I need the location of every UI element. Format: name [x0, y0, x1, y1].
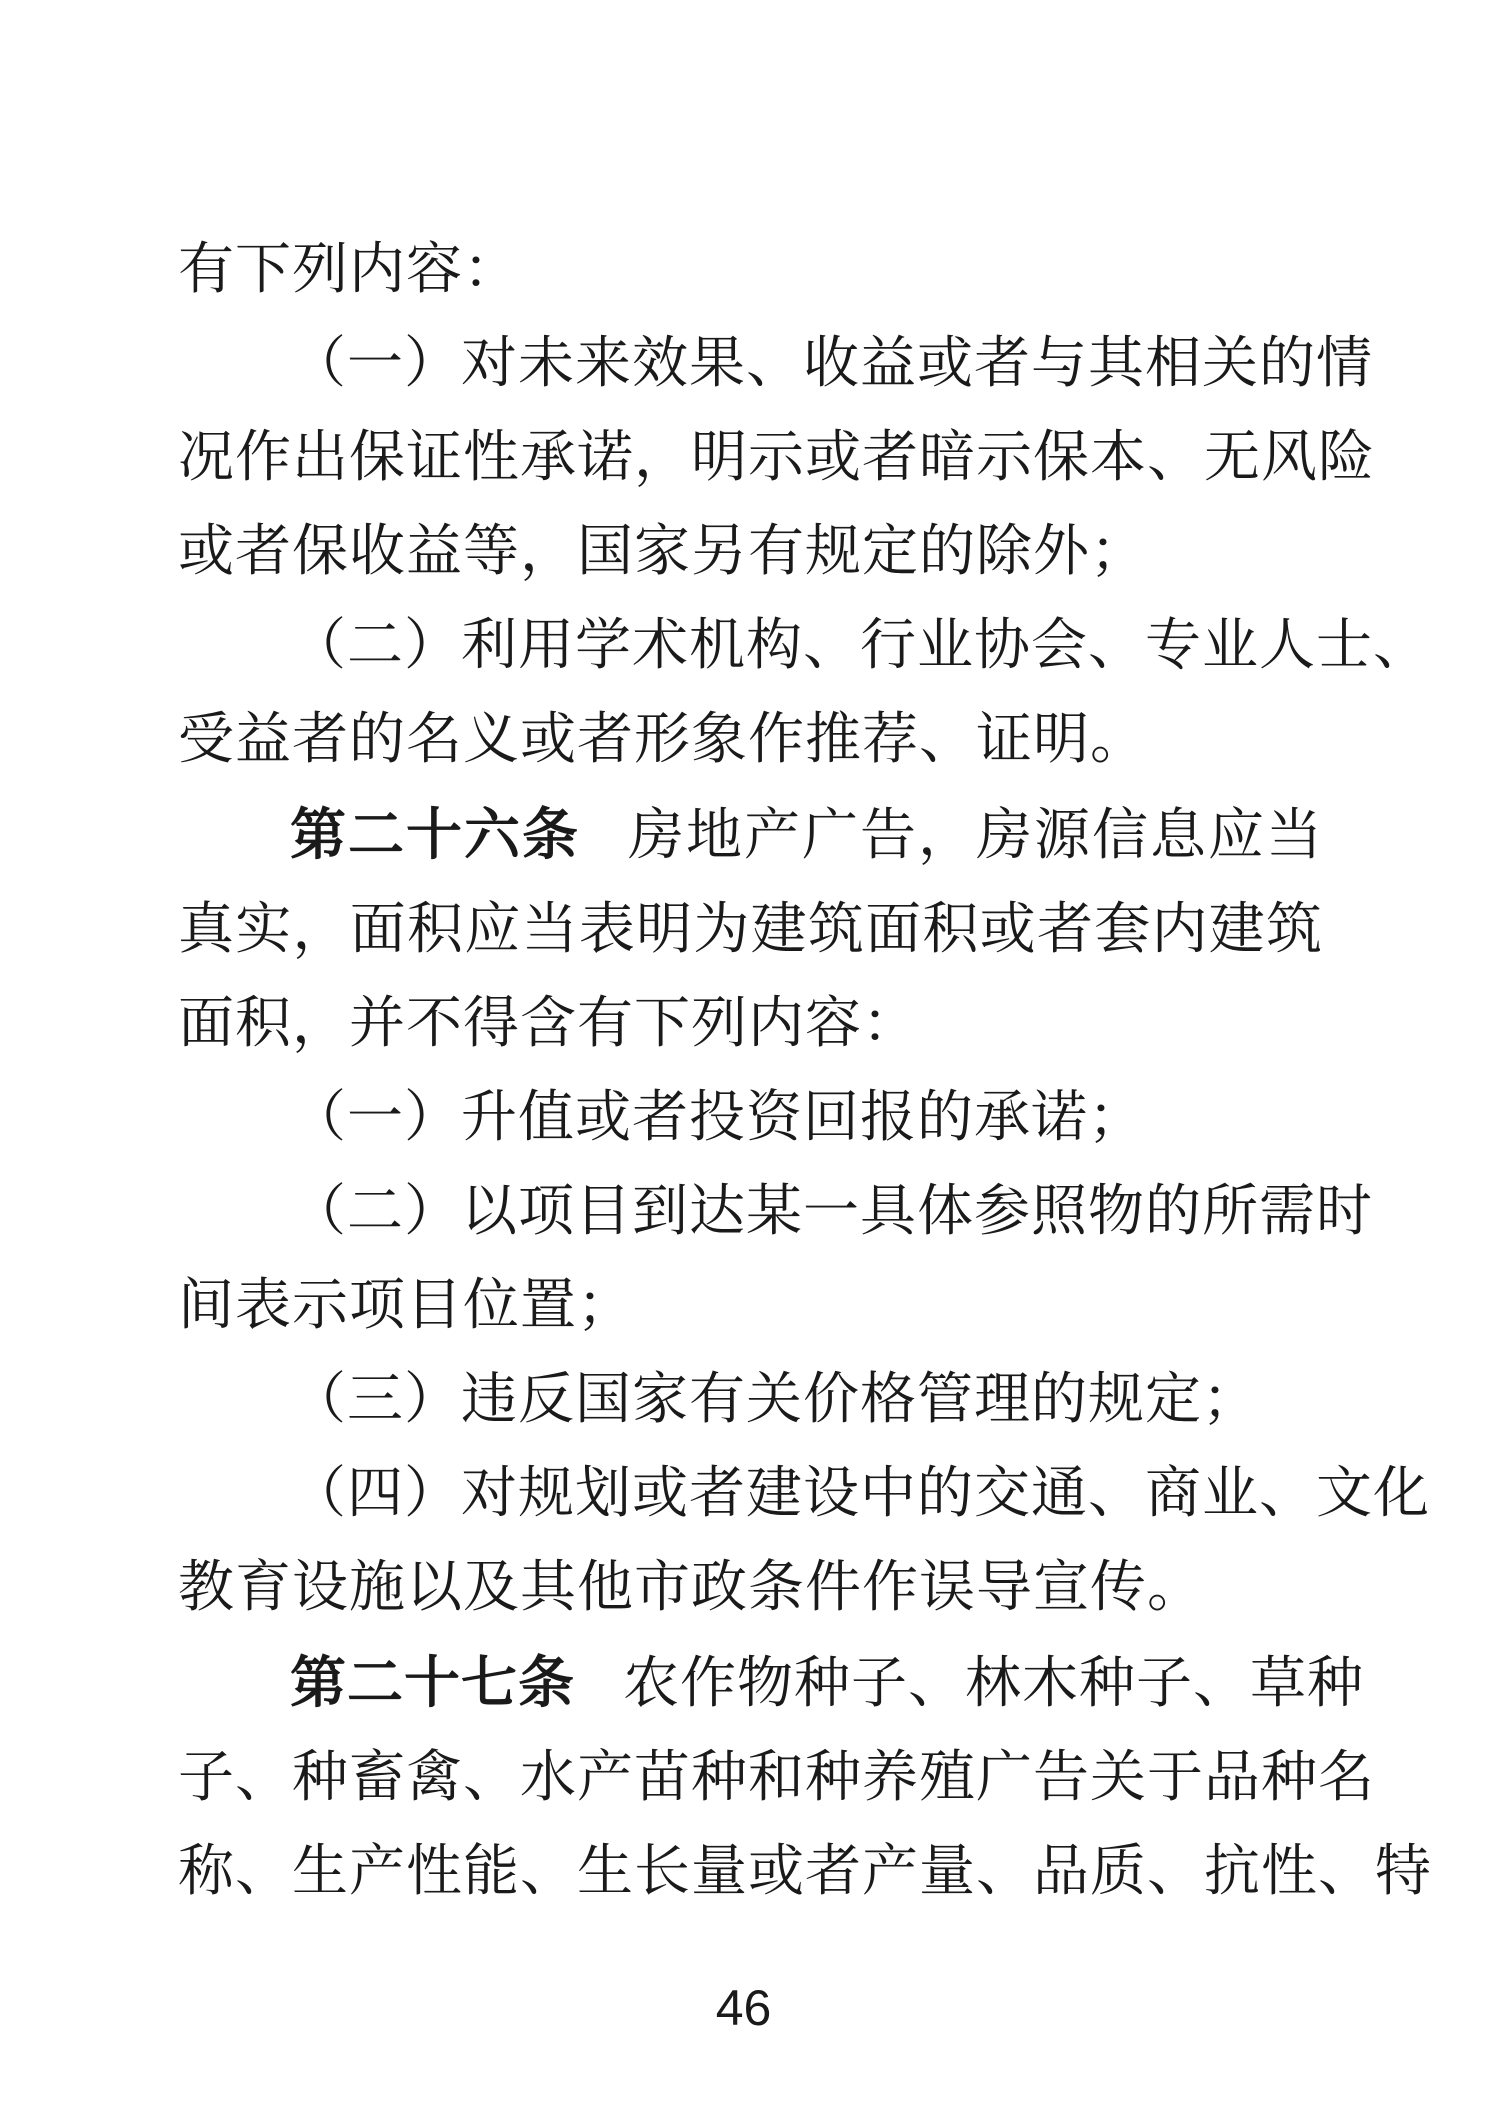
text-line-18: 称、生产性能、生长量或者产量、品质、抗性、特: [178, 1839, 1432, 1904]
article-heading-27: 第二十七条: [290, 1651, 575, 1716]
text-line-6: 受益者的名义或者形象作推荐、证明。: [178, 707, 1147, 772]
text-line-8: 真实，面积应当表明为建筑面积或者套内建筑: [178, 897, 1323, 962]
text-line-9: 面积，并不得含有下列内容：: [178, 991, 919, 1056]
text-line-14: （四）对规划或者建设中的交通、商业、文化: [290, 1461, 1430, 1526]
text-line-15: 教育设施以及其他市政条件作误导宣传。: [178, 1555, 1204, 1620]
article-heading-26: 第二十六条: [290, 803, 580, 868]
article-27-line: 第二十七条 农作物种子、林木种子、草种: [290, 1651, 1364, 1716]
text-line-11: （二）以项目到达某一具体参照物的所需时: [290, 1179, 1373, 1244]
text-line-17: 子、种畜禽、水产苗种和种养殖广告关于品种名: [178, 1745, 1375, 1810]
text-line-1: 有下列内容：: [178, 237, 520, 302]
article-26-line: 第二十六条 房地产广告，房源信息应当: [290, 803, 1323, 868]
text-line-13: （三）违反国家有关价格管理的规定；: [290, 1367, 1259, 1432]
text-line-5: （二）利用学术机构、行业协会、专业人士、: [290, 613, 1430, 678]
text-line-3: 况作出保证性承诺，明示或者暗示保本、无风险: [178, 425, 1375, 490]
page-number: 46: [715, 1980, 772, 2036]
text-line-4: 或者保收益等，国家另有规定的除外；: [178, 519, 1147, 584]
text-line-2: （一）对未来效果、收益或者与其相关的情: [290, 331, 1373, 396]
text-line-10: （一）升值或者投资回报的承诺；: [290, 1085, 1145, 1150]
text-line-12: 间表示项目位置；: [178, 1273, 634, 1338]
